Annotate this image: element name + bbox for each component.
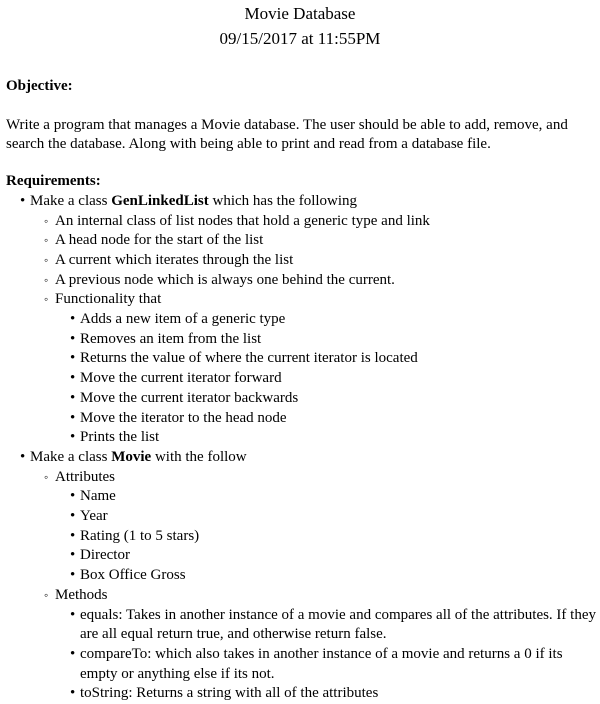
bullet-icon (70, 606, 75, 626)
list-item: • Box Office Gross (55, 566, 600, 586)
list-item: • compareTo: which also takes in another instance of a movie and returns a 0 if its empty or anything else if its not. (55, 645, 600, 684)
functionality-item: ◦ Functionality that • Adds a new item of a generic type • Removes an item from the list • Returns the value of where the current iterator is located • Move the current iterator forward • Move the current iterator backwards • Move the iterator to the head node • Prints the list (30, 290, 600, 448)
list-item: • Move the current iterator forward (55, 369, 600, 389)
genlinkedlist-sublist (30, 212, 600, 448)
bullet-icon (70, 645, 75, 665)
bullet-icon (70, 310, 75, 330)
attributes-item: ◦ Attributes • Name • Year • Rating (1 to 5 stars) • Director • Box Office Gross (30, 468, 600, 586)
hollow-bullet-icon (44, 290, 48, 310)
bullet-icon (70, 507, 75, 527)
list-item: • Rating (1 to 5 stars) (55, 527, 600, 547)
methods-item: ◦ Methods • equals: Takes in another instance of a movie and compares all of the attributes. If they are all equal return true, and otherwise return false. • compareTo: which also takes in another instance of a movie and returns a 0 if its empty or anything else if its not. • toString: Returns a string with all of the attributes (30, 586, 600, 704)
page-date: 09/15/2017 at 11:55PM (219, 29, 381, 48)
requirement-genlinkedlist: • Make a class GenLinkedList which has the following ◦ An internal class of list nodes that hold a generic type and link ◦ A head node for the start of the list ◦ A current which iterates through the list ◦ A previous node which is always one behind the current. ◦ Functionality that • Adds a new item of a generic type • Removes an item from the list • Returns the value of where the current iterator is located • Move the current iterator forward • Move the current iterator backwards • Move the iterator to the head node • Prints the list (0, 192, 600, 448)
page-title: Movie Database (244, 4, 356, 23)
attributes-sublist (55, 487, 600, 586)
bullet-icon (70, 409, 75, 429)
functionality-sublist (55, 310, 600, 448)
bullet-icon (70, 369, 75, 389)
list-item: • Move the iterator to the head node (55, 409, 600, 429)
hollow-bullet-icon (44, 251, 48, 271)
requirements-heading: Requirements: (6, 173, 101, 190)
hollow-bullet-icon (44, 271, 48, 291)
list-item: ◦ An internal class of list nodes that hold a generic type and link (30, 212, 600, 232)
objective-paragraph: Write a program that manages a Movie database. The user should be able to add, remove, and search the database. Along with being able to print and read from a database file. (6, 116, 568, 153)
list-item: • Director (55, 546, 600, 566)
bullet-icon (70, 428, 75, 448)
bullet-icon (70, 330, 75, 350)
list-item: • Name (55, 487, 600, 507)
bullet-icon (70, 487, 75, 507)
methods-sublist (55, 606, 600, 704)
bullet-icon (20, 448, 25, 468)
bullet-icon (70, 684, 75, 704)
hollow-bullet-icon (44, 231, 48, 251)
bullet-icon (70, 349, 75, 369)
list-item: ◦ A current which iterates through the list (30, 251, 600, 271)
hollow-bullet-icon (44, 586, 48, 606)
requirement-movie: • Make a class Movie with the follow ◦ Attributes • Name • Year • Rating (1 to 5 stars) • Director • Box Office Gross ◦ Methods • equals: Takes in another instance of a movie and compares all of the attributes. If they are all equal return true, and otherwise return false. • compareTo: which also takes in another instance of a movie and returns a 0 if its empty or anything else if its not. • toString: Returns a string with all of the attributes (0, 448, 600, 704)
objective-heading: Objective: (6, 78, 73, 94)
list-item: • Adds a new item of a generic type (55, 310, 600, 330)
list-item: ◦ A previous node which is always one behind the current. (30, 271, 600, 291)
list-item: • Removes an item from the list (55, 330, 600, 350)
list-item: • toString: Returns a string with all of the attributes (55, 684, 600, 704)
hollow-bullet-icon (44, 212, 48, 232)
bullet-icon (70, 389, 75, 409)
bullet-icon (70, 566, 75, 586)
movie-sublist (30, 468, 600, 704)
list-item: • Returns the value of where the current iterator is located (55, 349, 600, 369)
list-item: • Prints the list (55, 428, 600, 448)
bullet-icon (20, 192, 25, 212)
class-name-movie: Movie (111, 448, 152, 465)
class-name-genlinkedlist: GenLinkedList (111, 192, 209, 209)
list-item: • equals: Takes in another instance of a movie and compares all of the attributes. If they are all equal return true, and otherwise return false. (55, 606, 600, 645)
bullet-icon (70, 546, 75, 566)
list-item: • Year (55, 507, 600, 527)
requirements-list (0, 192, 600, 704)
list-item: ◦ A head node for the start of the list (30, 231, 600, 251)
hollow-bullet-icon (44, 468, 48, 488)
bullet-icon (70, 527, 75, 547)
list-item: • Move the current iterator backwards (55, 389, 600, 409)
